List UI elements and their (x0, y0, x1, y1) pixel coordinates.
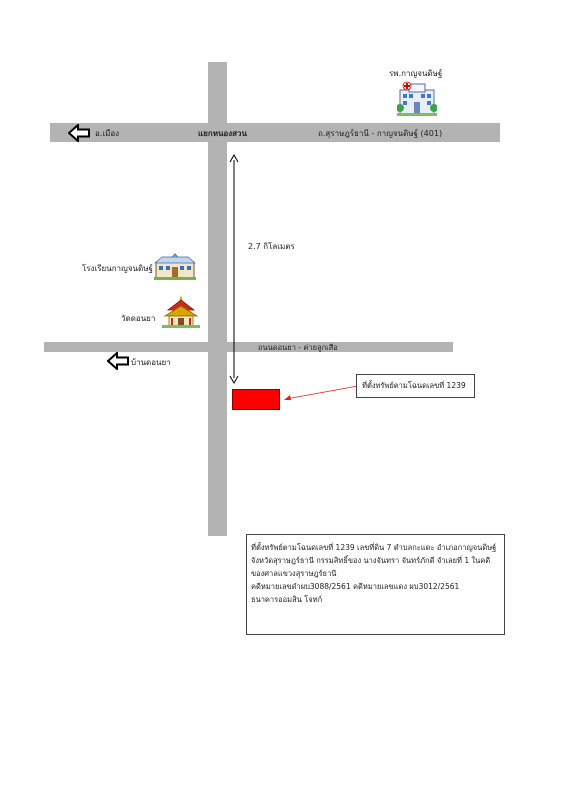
info-line: ของศาลแขวงสุราษฎร์ธานี (251, 569, 337, 578)
temple-icon (162, 294, 200, 328)
callout-pointer (280, 384, 360, 404)
junction-label: แยกหนองสวน (198, 129, 247, 138)
info-line: ธนาคารออมสิน โจทก์ (251, 595, 323, 604)
property-marker (232, 389, 280, 410)
info-line: ที่ตั้งทรัพย์ตามโฉนดเลขที่ 1239 เลขที่ดิน 7 ตำบลกะแดะ อำเภอกาญจนดิษฐ์ (251, 543, 497, 552)
info-line: จังหวัดสุราษฎร์ธานี กรรมสิทธิ์ของ นางจันทรา จันทร์ภักดี จำเลยที่ 1 ในคดี (251, 556, 491, 565)
muang-label: อ.เมือง (95, 129, 120, 138)
left-arrow-icon (107, 352, 129, 370)
school-label: โรงเรียนกาญจนดิษฐ์ (82, 264, 153, 273)
distance-label: 2.7 กิโลเมตร (248, 242, 295, 251)
property-callout-box (356, 374, 475, 398)
hospital-icon (397, 80, 437, 116)
left-arrow-icon (68, 124, 90, 142)
ban-donya-label: บ้านดอนยา (131, 358, 171, 367)
info-line: คดีหมายเลขดำผบ3088/2561 คดีหมายเลขแดง ผบ3012/2561 (251, 582, 460, 591)
lower-road-label: ถนนดอนยา - ค่ายลูกเสือ (258, 343, 338, 352)
info-box (246, 534, 505, 635)
school-icon (154, 252, 196, 280)
distance-arrow (228, 154, 240, 384)
lower-road-horizontal (44, 342, 453, 352)
hospital-label: รพ.กาญจนดิษฐ์ (389, 69, 443, 78)
main-road-label: ถ.สุราษฎร์ธานี - กาญจนดิษฐ์ (401) (318, 129, 443, 138)
temple-label: วัดดอนยา (121, 314, 156, 323)
property-callout-text: ที่ตั้งทรัพย์ตามโฉนดเลขที่ 1239 (362, 381, 466, 390)
